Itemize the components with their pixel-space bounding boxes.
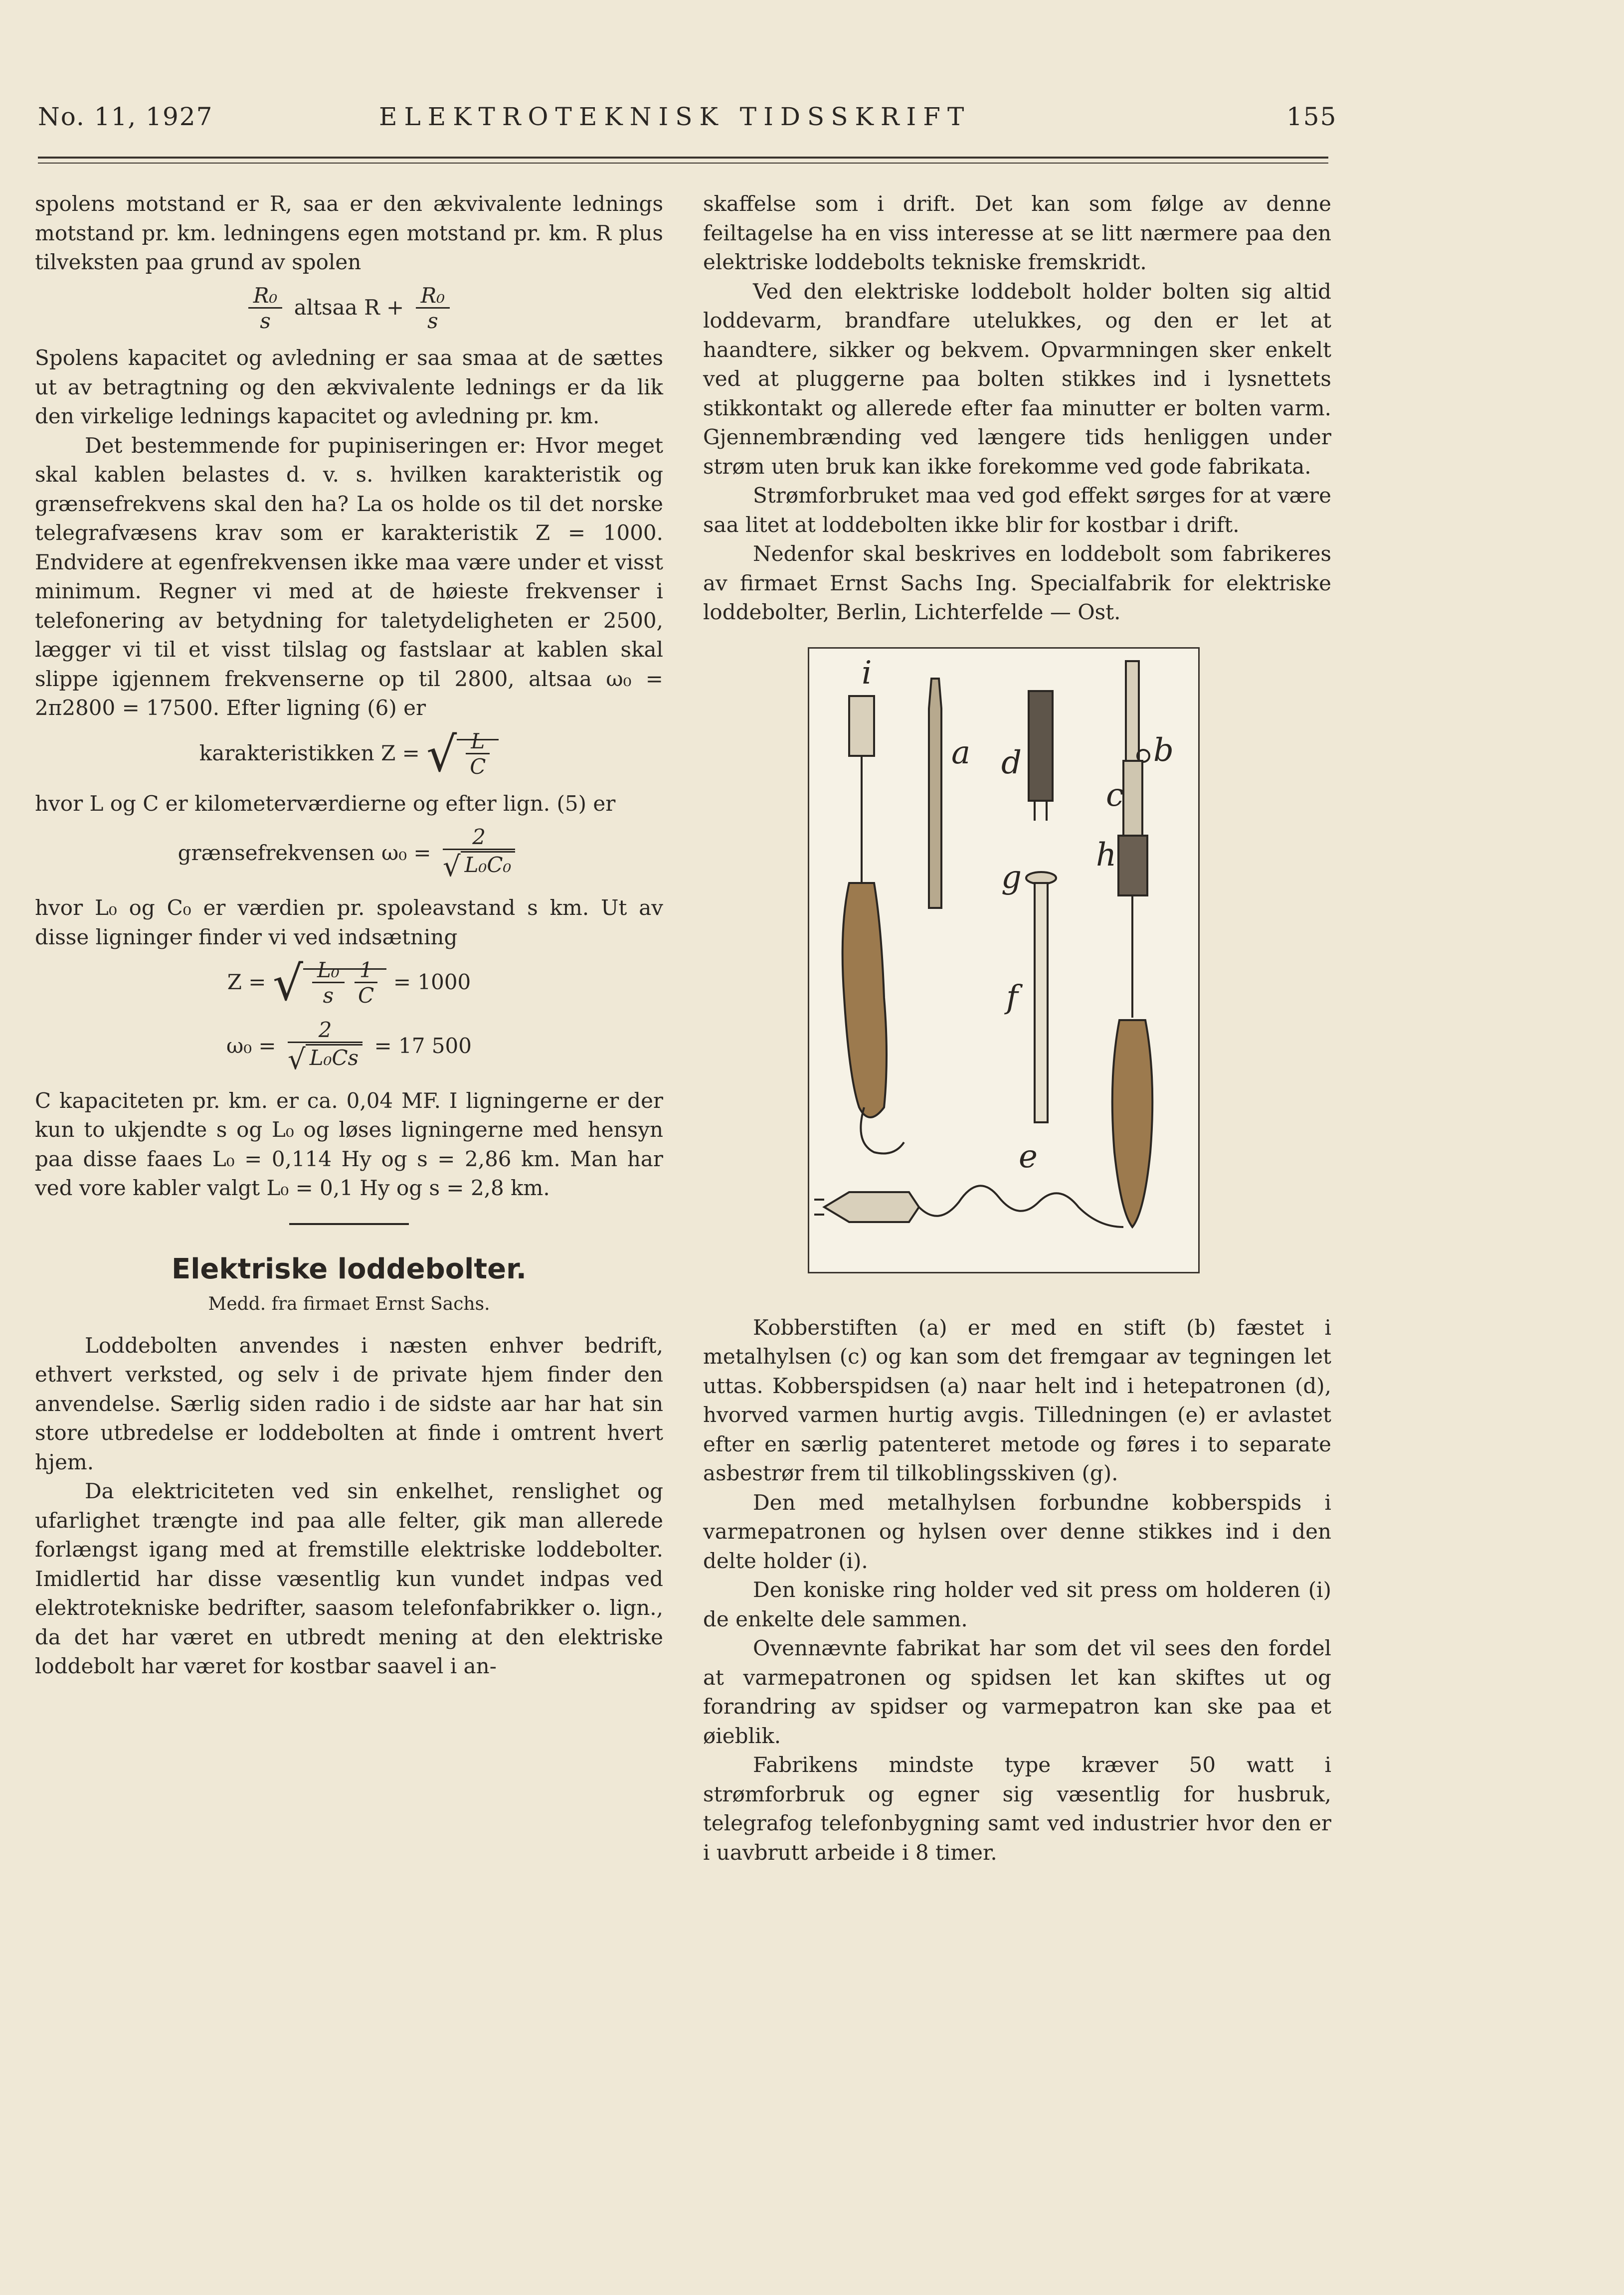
paragraph: Nedenfor skal beskrives en loddebolt som fabrikeres av firmaet Ernst Sachs Ing. Specialfabrik for elektriske loddebolter, Berlin, Lichterfelde — Ost. (703, 541, 1331, 624)
label-i: i (862, 654, 872, 692)
paragraph: hvor L₀ og C₀ er værdien pr. spoleavstand s km. Ut av disse ligninger finder vi ved indsætning (35, 895, 663, 949)
equation-characteristic: karakteristikken Z = √ $\frac{L}{C}$ (35, 730, 663, 780)
paragraph: skaffelse som i drift. Det kan som følge av denne feiltagelse ha en viss interesse at se litt nærmere paa den elektriske loddebolts tekniske fremskridt. (703, 191, 1331, 274)
soldering-iron-illustration (808, 647, 1200, 1273)
paragraph: Spolens kapacitet og avledning er saa smaa at de sættes ut av betragtning og den ækvivalente lednings er da lik den virkelige lednings kapacitet og avledning pr. km. (35, 346, 663, 429)
holder-socket (849, 696, 874, 756)
label-f: f (1006, 978, 1018, 1016)
lead-tube-f (1035, 883, 1048, 1122)
paragraph: Ved den elektriske loddebolt holder bolten sig altid loddevarm, brandfare utelukkes, og den er let at haandtere, sikker og bekvem. Opvarmningen sker enkelt ved at pluggerne paa bolten stikkes ind i lysnettets stikkontakt og allerede efter faa minutter er bolten varm. Gjennembrænding ved længere tids henliggen under strøm uten bruk kan ikke forekomme ved gode fabrikata. (703, 279, 1331, 479)
equation-z: Z = √ $\frac{\text{L₀}}{s}$ $\frac{1}{C}$ = 1000 (227, 955, 471, 1012)
paragraph: Da elektriciteten ved sin enkelhet, renslighet og ufarlighet trængte ind paa alle felter, gik man allerede forlængst igang med at fremstille elektriske loddebolter. Imidlertid har disse væsentlig kun vundet indpas ved elektrotekniske bedrifter, saasom telefonfabrikker o. lign., da det har været en utbredt mening at den elektriske loddebolt har været for kostbar saavel i an- (35, 1479, 663, 1679)
heating-cartridge-d (1029, 691, 1053, 801)
label-d: d (1001, 744, 1022, 781)
paragraph: Ovennævnte fabrikat har som det vil sees den fordel at varmepatronen og spidsen let kan skiftes ut og forandring av spidser og varmepatron kan ske paa et øieblik. (703, 1636, 1331, 1748)
label-a: a (951, 734, 971, 771)
label-h: h (1096, 836, 1117, 874)
paragraph: C kapaciteten pr. km. er ca. 0,04 MF. I ligningerne er der kun to ukjendte s og L₀ og løses ligningerne med hensyn paa disse faaes L₀ = 0,114 Hy og s = 2,86 km. Man har ved vore kabler valgt L₀ = 0,1 Hy og s = 2,8 km. (35, 1088, 663, 1201)
label-c: c (1106, 776, 1124, 814)
paragraph: Det bestemmende for pupiniseringen er: Hvor meget skal kablen belastes d. v. s. hvilken karakteristik og grænsefrekvens skal den ha? La os holde os til det norske telegrafvæsens krav som er karakteristik Z = 1000. Endvidere at egenfrekvensen ikke maa være under et visst minimum. Regner vi med at de høieste frekvenser i telefonering av betydning for taletydeligheten er 2500, lægger vi til et visst tilslag og fastslaar at kablen skal slippe igjennem frekvenserne op til 2800, altsaa ω₀ = 2π2800 = 17500. Efter ligning (6) er (35, 433, 663, 720)
wooden-handle-i (843, 883, 887, 1117)
header-rule-top (38, 157, 1328, 159)
paragraph: Strømforbruket maa ved god effekt sørges for at være saa litet at loddebolten ikke blir for kostbar i drift. (703, 483, 1331, 537)
assembled-tip (1126, 661, 1139, 761)
article-byline: Medd. fra firmaet Ernst Sachs. (208, 1294, 490, 1315)
power-cord-e (919, 1186, 1123, 1227)
equation-omega: ω₀ = $\frac{2}{\text{√ L₀Cs}}$ = 17 500 (226, 1017, 472, 1076)
section-divider (289, 1223, 409, 1225)
label-e: e (1019, 1138, 1038, 1175)
paragraph: Den med metalhylsen forbundne kobberspids i varmepatronen og hylsen over denne stikkes ind i den delte holder (i). (703, 1490, 1331, 1573)
label-b: b (1153, 731, 1174, 769)
label-g: g (1001, 859, 1022, 896)
article-title: Elektriske loddebolter. (171, 1252, 527, 1285)
copper-tip-a (929, 679, 941, 908)
page-number: 155 (1286, 102, 1337, 131)
power-plug (824, 1192, 919, 1222)
issue-number: No. 11, 1927 (38, 102, 213, 131)
metal-sleeve-c (1123, 761, 1142, 836)
wooden-handle-assembled (1112, 1020, 1152, 1227)
journal-title: ELEKTROTEKNISK TIDSSKRIFT (379, 102, 971, 131)
paragraph: Kobberstiften (a) er med en stift (b) fæstet i metalhylsen (c) og kan som det fremgaar av tegningen let uttas. Kobberspidsen (a) naar helt ind i hetepatronen (d), hvorved varmen hurtig avgis. Tilledningen (e) er avlastet efter en særlig patenteret metode og føres i to separate asbestrør frem til tilkoblingsskiven (g). (703, 1315, 1331, 1485)
ring-h (1118, 836, 1147, 895)
soldering-iron-drawing (809, 649, 1198, 1272)
paragraph: Loddebolten anvendes i næsten enhver bedrift, ethvert verksted, og selv i de private hjem finder den anvendelse. Særlig siden radio i de sidste aar har hat sin store utbredelse er loddebolten at finde i omtrent hvert hjem. (35, 1333, 663, 1474)
equation-cutoff-frequency: grænsefrekvensen ω₀ = $\frac{2}{\text{√ L₀C₀}}$ (35, 826, 663, 883)
equation-spool-resistance: $\frac{\text{R₀}}{s}$ altsaa R + $\frac{\text{R₀}}{s}$ (35, 284, 663, 334)
paragraph: spolens motstand er R, saa er den ækvivalente lednings motstand pr. km. ledningens egen motstand pr. km. R plus tilveksten paa grund av spolen (35, 191, 663, 274)
header-rule-bottom (38, 163, 1328, 164)
paragraph: Fabrikens mindste type kræver 50 watt i strømforbruk og egner sig væsentlig for husbruk, telegrafog telefonbygning samt ved industrier hvor den er i uavbrutt arbeide i 8 timer. (703, 1753, 1331, 1865)
paragraph: hvor L og C er kilometerværdierne og efter lign. (5) er (35, 791, 616, 816)
right-column (703, 189, 1331, 1867)
paragraph: Den koniske ring holder ved sit press om holderen (i) de enkelte dele sammen. (703, 1578, 1331, 1631)
left-column (35, 189, 663, 1681)
